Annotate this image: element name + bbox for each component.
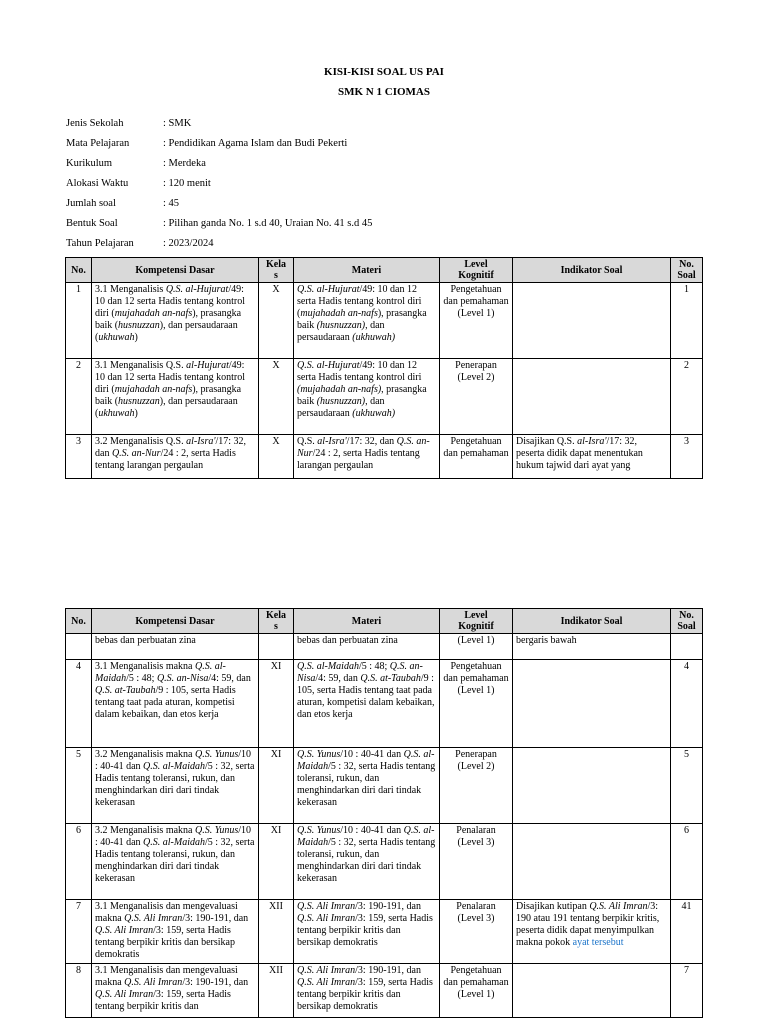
- cell-kompetensi-dasar: 3.1 Menganalisis dan mengevaluasi makna Q.S. Ali Imran/3: 190-191, dan Q.S. Ali Imran/3: 159, serta Hadis tentang berpikir kritis dan bersikap demokratis: [92, 900, 259, 964]
- cell-level-kognitif: Pengetahuan dan pemahaman: [440, 435, 513, 479]
- table-row: [66, 283, 703, 359]
- cell-materi: Q.S. al-Maidah/5 : 48; Q.S. an-Nisa/4: 59, dan Q.S. at-Taubah/9 : 105, serta Hadis tentang taat pada aturan, kompetisi dalam kebaikan, dan etos kerja: [294, 660, 440, 748]
- cell-indikator-soal: [513, 748, 671, 824]
- info-value: : Pilihan ganda No. 1 s.d 40, Uraian No. 41 s.d 45: [163, 218, 373, 229]
- header-level-kognitif: Level Kognitif: [440, 609, 513, 634]
- info-label: Tahun Pelajaran: [66, 238, 134, 249]
- cell-kompetensi-dasar: 3.2 Menganalisis makna Q.S. Yunus/10 : 40-41 dan Q.S. al-Maidah/5 : 32, serta Hadis tentang toleransi, rukun, dan menghindarkan diri dari tindak kekerasan: [92, 824, 259, 900]
- cell-level-kognitif: Penalaran (Level 3): [440, 824, 513, 900]
- cell-kelas: XI: [259, 824, 294, 900]
- cell-kelas: X: [259, 359, 294, 435]
- header-kompetensi-dasar: Kompetensi Dasar: [92, 609, 259, 634]
- cell-indikator-soal: [513, 359, 671, 435]
- info-row: [66, 178, 211, 192]
- info-value: : 2023/2024: [163, 238, 214, 249]
- cell-kelas: XI: [259, 660, 294, 748]
- table-row: [66, 359, 703, 435]
- cell-kompetensi-dasar: bebas dan perbuatan zina: [92, 634, 259, 660]
- cell-no: 2: [66, 359, 92, 435]
- info-value: : SMK: [163, 118, 192, 129]
- cell-indikator-soal: Disajikan Q.S. al-Isra'/17: 32, peserta didik dapat menentukan hukum tajwid dari ayat yang: [513, 435, 671, 479]
- header-indikator-soal: Indikator Soal: [513, 258, 671, 283]
- cell-no-soal: 5: [671, 748, 703, 824]
- table-row: [66, 435, 703, 479]
- table-row: [66, 660, 703, 748]
- header-kelas: Kela s: [259, 609, 294, 634]
- header-materi: Materi: [294, 258, 440, 283]
- cell-level-kognitif: Penerapan (Level 2): [440, 359, 513, 435]
- cell-materi: Q.S. Yunus/10 : 40-41 dan Q.S. al-Maidah/5 : 32, serta Hadis tentang toleransi, rukun, dan menghindarkan diri dari tindak kekerasan: [294, 824, 440, 900]
- table-row: [66, 824, 703, 900]
- cell-level-kognitif: Pengetahuan dan pemahaman (Level 1): [440, 660, 513, 748]
- cell-no-soal: 4: [671, 660, 703, 748]
- cell-indikator-soal: [513, 964, 671, 1018]
- table-row: [66, 964, 703, 1018]
- cell-level-kognitif: Pengetahuan dan pemahaman (Level 1): [440, 964, 513, 1018]
- cell-kompetensi-dasar: 3.1 Menganalisis Q.S. al-Hujurat/49: 10 dan 12 serta Hadis tentang kontrol diri (mujahadah an-nafs), prasangka baik (husnuzzan), dan persaudaraan (ukhuwah): [92, 283, 259, 359]
- cell-materi: Q.S. al-Hujurat/49: 10 dan 12 serta Hadis tentang kontrol diri (mujahadah an-nafs), prasangka baik (husnuzzan), dan persaudaraan (ukhuwah): [294, 283, 440, 359]
- info-label: Mata Pelajaran: [66, 138, 130, 149]
- cell-kelas: X: [259, 283, 294, 359]
- cell-materi: Q.S. al-Hujurat/49: 10 dan 12 serta Hadis tentang kontrol diri (mujahadah an-nafs), prasangka baik (husnuzzan), dan persaudaraan (ukhuwah): [294, 359, 440, 435]
- header-no: No.: [66, 609, 92, 634]
- info-row: [66, 218, 372, 232]
- info-label: Jumlah soal: [66, 198, 116, 209]
- cell-level-kognitif: Pengetahuan dan pemahaman (Level 1): [440, 283, 513, 359]
- table-row: [66, 900, 703, 964]
- cell-no: 1: [66, 283, 92, 359]
- cell-materi: Q.S. Yunus/10 : 40-41 dan Q.S. al-Maidah/5 : 32, serta Hadis tentang toleransi, rukun, dan menghindarkan diri dari tindak kekerasan: [294, 748, 440, 824]
- cell-no-soal: 1: [671, 283, 703, 359]
- kisi-kisi-table-page-2: [65, 608, 703, 1018]
- cell-indikator-soal: [513, 660, 671, 748]
- table-row: [66, 748, 703, 824]
- cell-kompetensi-dasar: 3.2 Menganalisis Q.S. al-Isra'/17: 32, dan Q.S. an-Nur/24 : 2, serta Hadis tentang larangan pergaulan: [92, 435, 259, 479]
- cell-no-soal: 2: [671, 359, 703, 435]
- cell-kelas: XI: [259, 748, 294, 824]
- info-value: : 45: [163, 198, 180, 209]
- header-no-soal: No. Soal: [671, 258, 703, 283]
- cell-level-kognitif: Penalaran (Level 3): [440, 900, 513, 964]
- info-row: [66, 198, 179, 212]
- cell-indikator-soal: Disajikan kutipan Q.S. Ali Imran/3: 190 atau 191 tentang berpikir kritis, peserta didik dapat menyimpulkan makna pokok ayat tersebut: [513, 900, 671, 964]
- cell-no-soal: 41: [671, 900, 703, 964]
- cell-materi: bebas dan perbuatan zina: [294, 634, 440, 660]
- info-row: [66, 158, 206, 172]
- cell-no: 3: [66, 435, 92, 479]
- cell-indikator-soal: [513, 283, 671, 359]
- cell-materi: Q.S. al-Isra'/17: 32, dan Q.S. an-Nur/24 : 2, serta Hadis tentang larangan pergaulan: [294, 435, 440, 479]
- header-no: No.: [66, 258, 92, 283]
- cell-no: 5: [66, 748, 92, 824]
- cell-indikator-soal: [513, 824, 671, 900]
- info-label: Bentuk Soal: [66, 218, 118, 229]
- header-kelas: Kela s: [259, 258, 294, 283]
- cell-level-kognitif: Penerapan (Level 2): [440, 748, 513, 824]
- info-value: : Merdeka: [163, 158, 206, 169]
- document-subtitle: SMK N 1 CIOMAS: [338, 86, 430, 98]
- cell-level-kognitif: (Level 1): [440, 634, 513, 660]
- cell-no: 6: [66, 824, 92, 900]
- cell-no-soal: [671, 634, 703, 660]
- cell-kelas: XII: [259, 964, 294, 1018]
- header-kompetensi-dasar: Kompetensi Dasar: [92, 258, 259, 283]
- info-row: [66, 238, 213, 252]
- info-row: [66, 118, 191, 132]
- header-materi: Materi: [294, 609, 440, 634]
- cell-kelas: [259, 634, 294, 660]
- cell-kelas: X: [259, 435, 294, 479]
- cell-kelas: XII: [259, 900, 294, 964]
- info-label: Jenis Sekolah: [66, 118, 124, 129]
- info-label: Alokasi Waktu: [66, 178, 129, 189]
- cell-materi: Q.S. Ali Imran/3: 190-191, dan Q.S. Ali Imran/3: 159, serta Hadis tentang berpikir kritis dan bersikap demokratis: [294, 964, 440, 1018]
- cell-no-soal: 7: [671, 964, 703, 1018]
- cell-materi: Q.S. Ali Imran/3: 190-191, dan Q.S. Ali Imran/3: 159, serta Hadis tentang berpikir kritis dan bersikap demokratis: [294, 900, 440, 964]
- cell-no: 8: [66, 964, 92, 1018]
- cell-no-soal: 3: [671, 435, 703, 479]
- cell-kompetensi-dasar: 3.1 Menganalisis Q.S. al-Hujurat/49: 10 dan 12 serta Hadis tentang kontrol diri (mujahadah an-nafs), prasangka baik (husnuzzan), dan persaudaraan (ukhuwah): [92, 359, 259, 435]
- table-header: [66, 258, 703, 283]
- cell-kompetensi-dasar: 3.2 Menganalisis makna Q.S. Yunus/10 : 40-41 dan Q.S. al-Maidah/5 : 32, serta Hadis tentang toleransi, rukun, dan menghindarkan diri dari tindak kekerasan: [92, 748, 259, 824]
- info-value: : Pendidikan Agama Islam dan Budi Pekerti: [163, 138, 348, 149]
- info-row: [66, 138, 347, 152]
- kisi-kisi-table-page-1: [65, 257, 703, 479]
- cell-kompetensi-dasar: 3.1 Menganalisis makna Q.S. al-Maidah/5 : 48; Q.S. an-Nisa/4: 59, dan Q.S. at-Taubah/9 : 105, serta Hadis tentang taat pada aturan, kompetisi dalam kebaikan, dan etos kerja: [92, 660, 259, 748]
- cell-no: 7: [66, 900, 92, 964]
- table-header: [66, 609, 703, 634]
- table-row: [66, 634, 703, 660]
- cell-no-soal: 6: [671, 824, 703, 900]
- document-title: KISI-KISI SOAL US PAI: [324, 66, 444, 78]
- header-no-soal: No. Soal: [671, 609, 703, 634]
- header-indikator-soal: Indikator Soal: [513, 609, 671, 634]
- cell-no: 4: [66, 660, 92, 748]
- info-label: Kurikulum: [66, 158, 113, 169]
- header-level-kognitif: Level Kognitif: [440, 258, 513, 283]
- cell-indikator-soal: bergaris bawah: [513, 634, 671, 660]
- info-value: : 120 menit: [163, 178, 211, 189]
- cell-kompetensi-dasar: 3.1 Menganalisis dan mengevaluasi makna Q.S. Ali Imran/3: 190-191, dan Q.S. Ali Imran/3: 159, serta Hadis tentang berpikir kritis dan: [92, 964, 259, 1018]
- cell-no: [66, 634, 92, 660]
